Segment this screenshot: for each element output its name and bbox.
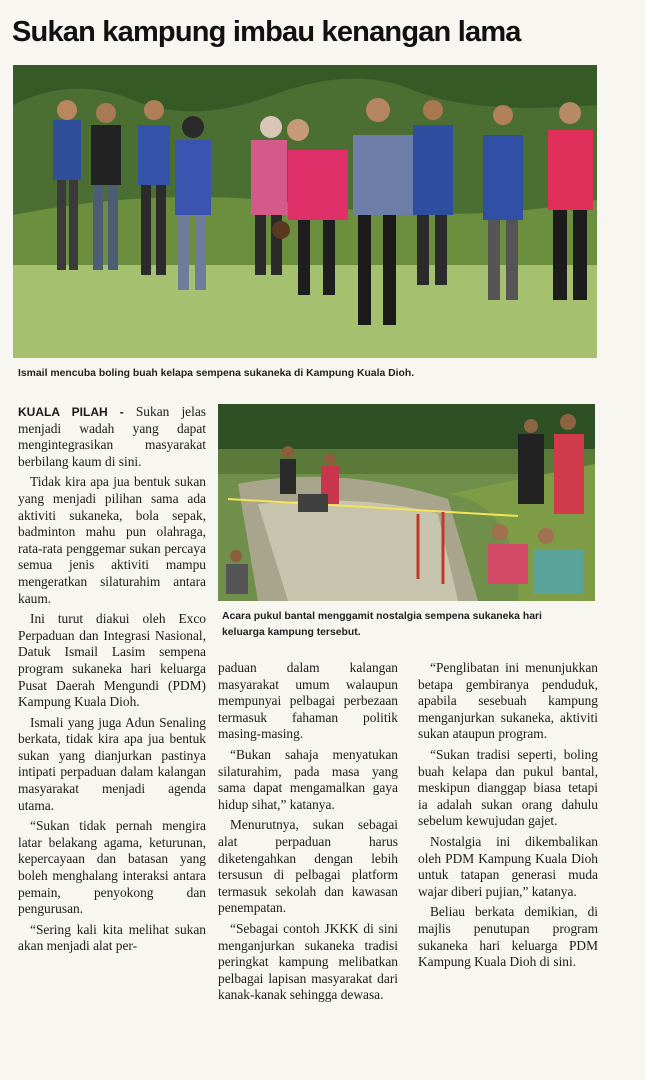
article-paragraph: “Sering kali kita melihat sukan akan menjadi alat per- xyxy=(18,921,206,954)
article-paragraph: paduan dalam kalangan masyarakat umum walaupun mempunyai pelbagai perbezaan termasuk fahaman politik masing-masing. xyxy=(218,660,398,742)
caption-line-1: Acara pukul bantal menggamit nostalgia sempena sukaneka hari xyxy=(222,611,542,622)
article-paragraph: Menurutnya, sukan sebagai alat perpaduan harus diketengahkan dengan lebih tersusun di pelbagai platform termasuk sekolah dan kawasan penempatan. xyxy=(218,817,398,916)
photo-pillow-fight-image xyxy=(218,404,595,601)
article-paragraph-lead xyxy=(18,404,206,470)
photo-coconut-bowling xyxy=(13,65,597,358)
article-paragraph: Nostalgia ini dikembalikan oleh PDM Kampung Kuala Dioh untuk tatapan generasi muda wajar diberi pujian,” katanya. xyxy=(418,833,598,899)
caption-line-2: keluarga kampung tersebut. xyxy=(222,627,361,638)
photo-pillow-fight-caption xyxy=(222,609,602,641)
photo-coconut-bowling-image xyxy=(13,65,597,358)
photo-pillow-fight xyxy=(218,404,595,601)
article-paragraph: “Sukan tidak pernah mengira latar belakang agama, keturunan, kepercayaan dan batasan yang boleh menghalang interaksi antara pemain, penyokong dan pengurusan. xyxy=(18,818,206,917)
article-paragraph: “Penglibatan ini menunjukkan betapa gembiranya penduduk, apabila sesebuah kampung menganjurkan sukaneka, aktiviti sukan ataupun program. xyxy=(418,660,598,742)
article-column-1 xyxy=(18,404,206,959)
headline: Sukan kampung imbau kenangan lama xyxy=(12,16,521,48)
article-paragraph: “Bukan sahaja menyatukan silaturahim, pada masa yang sama dapat mengamalkan gaya hidup sihat,” katanya. xyxy=(218,746,398,812)
dateline: KUALA PILAH - xyxy=(18,405,124,419)
article-column-2 xyxy=(218,660,398,1008)
article-paragraph: “Sukan tradisi seperti, boling buah kelapa dan pukul bantal, meskipun dianggap biasa tetapi ia adalah sukan orang dahulu sebelum kewujudan gajet. xyxy=(418,746,598,829)
lead-text: Sukan jelas menjadi wadah yang dapat mengintegrasikan masyarakat berbilang kaum di sini. xyxy=(18,404,206,469)
article-paragraph: Tidak kira apa jua bentuk sukan yang menjadi pilihan sama ada aktiviti sukaneka, bola sepak, badminton mahu pun olahraga, rata-rata penggemar sukan percaya semua jenis aktiviti mampu mengeratkan silaturahim antara kaum. xyxy=(18,474,206,606)
article-paragraph: Beliau berkata demikian, di majlis penutupan program sukaneka hari keluarga PDM Kampung Kuala Dioh di sini. xyxy=(418,904,598,970)
photo-coconut-bowling-caption: Ismail mencuba boling buah kelapa sempena sukaneka di Kampung Kuala Dioh. xyxy=(18,368,415,379)
article-paragraph: Ini turut diakui oleh Exco Perpaduan dan Integrasi Nasional, Datuk Ismail Lasim sempena program sukaneka hari keluarga Pusat Daerah Mengundi (PDM) Kampung Kuala Dioh. xyxy=(18,611,206,710)
article-column-3 xyxy=(418,660,598,975)
article-paragraph: “Sebagai contoh JKKK di sini menganjurkan sukaneka tradisi peringkat kampung melibatkan pelbagai lapisan masyarakat dari kanak-kanak sehingga dewasa. xyxy=(218,920,398,1003)
article-paragraph: Ismali yang juga Adun Senaling berkata, tidak kira apa jua bentuk sukan yang dianjurkan pastinya intipati perpaduan dalam kalangan masyarakat menjadi agenda utama. xyxy=(18,714,206,813)
